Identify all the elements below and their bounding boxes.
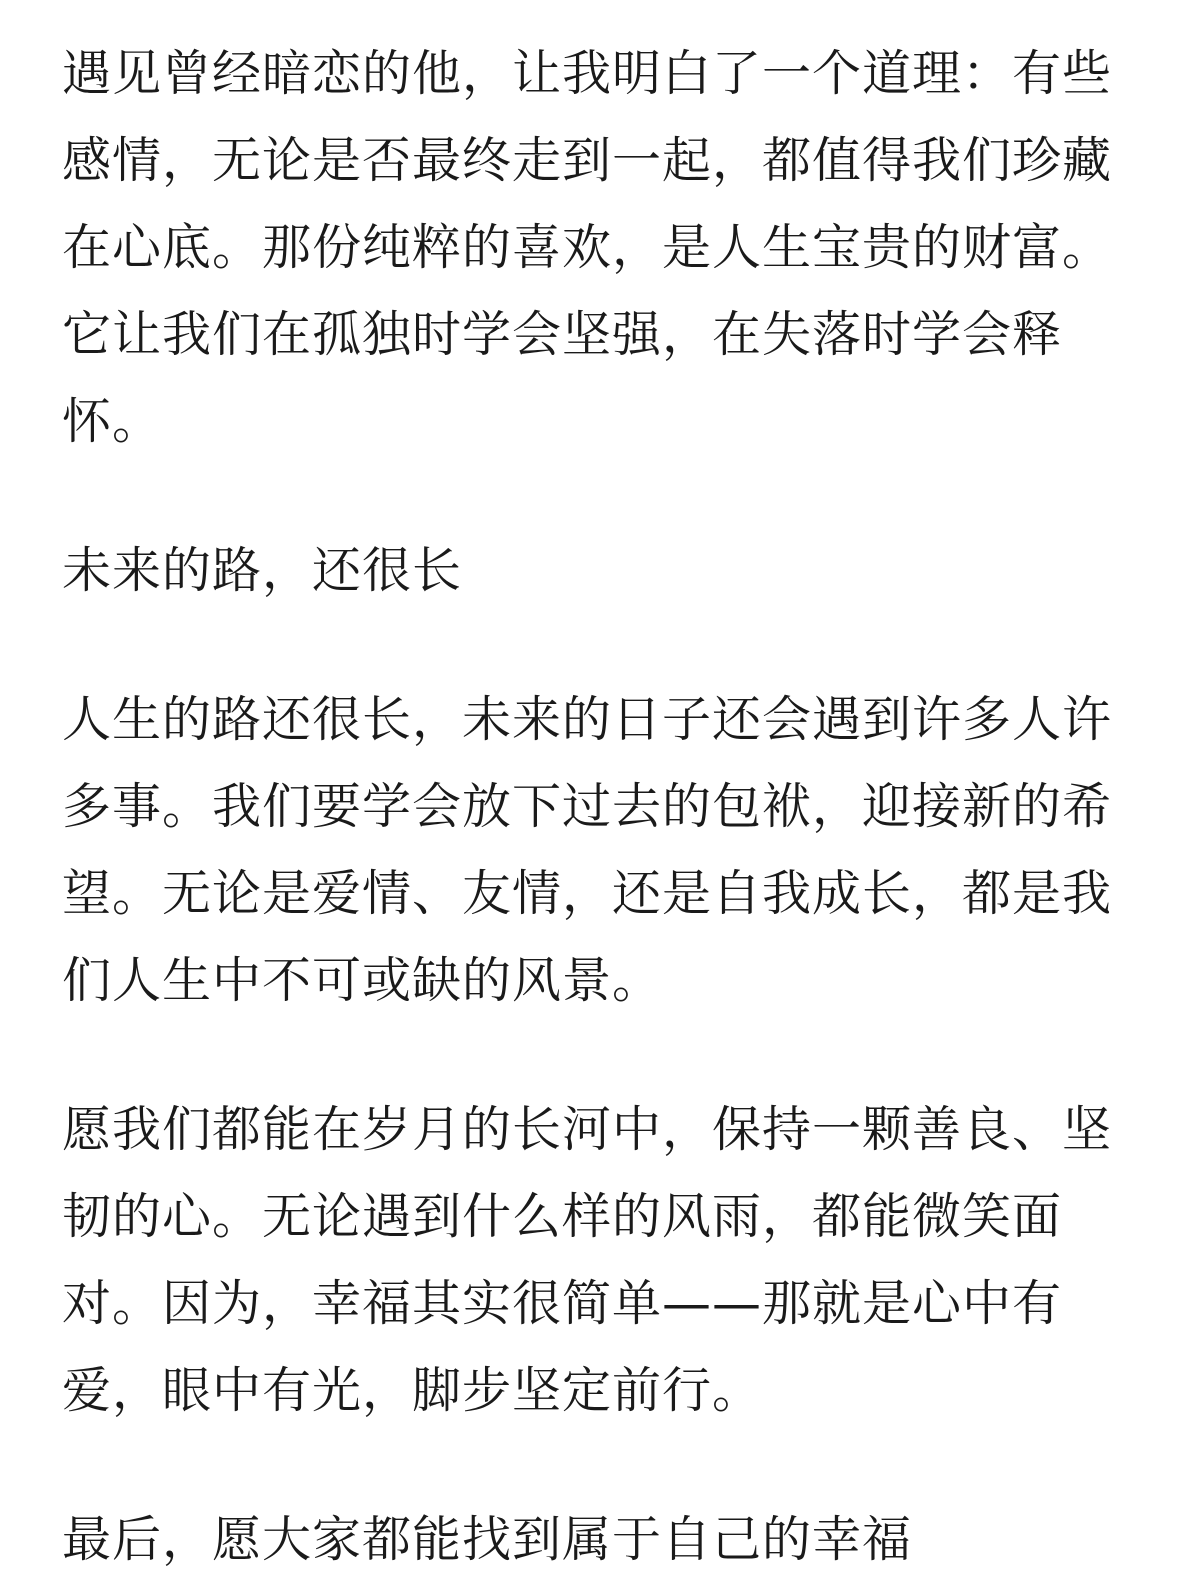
paragraph-spacer [62, 1434, 1122, 1496]
paragraph-reflection: 遇见曾经暗恋的他，让我明白了一个道理：有些感情，无论是否最终走到一起，都值得我们珍藏在心底。那份纯粹的喜欢，是人生宝贵的财富。它让我们在孤独时学会坚强，在失落时学会释怀。 [62, 45, 1113, 450]
paragraph-spacer [62, 614, 1122, 676]
paragraph-spacer [62, 465, 1122, 527]
paragraph-closing: 最后，愿大家都能找到属于自己的幸福 [62, 1511, 913, 1568]
article-body [62, 30, 1122, 1583]
section-heading: 未来的路，还很长 [62, 542, 463, 599]
paragraph-future: 人生的路还很长，未来的日子还会遇到许多人许多事。我们要学会放下过去的包袱，迎接新的希望。无论是爱情、友情，还是自我成长，都是我们人生中不可或缺的风景。 [62, 691, 1113, 1009]
paragraph-spacer [62, 1024, 1122, 1086]
paragraph-wish: 愿我们都能在岁月的长河中，保持一颗善良、坚韧的心。无论遇到什么样的风雨，都能微笑面对。因为，幸福其实很简单——那就是心中有爱，眼中有光，脚步坚定前行。 [62, 1101, 1113, 1419]
